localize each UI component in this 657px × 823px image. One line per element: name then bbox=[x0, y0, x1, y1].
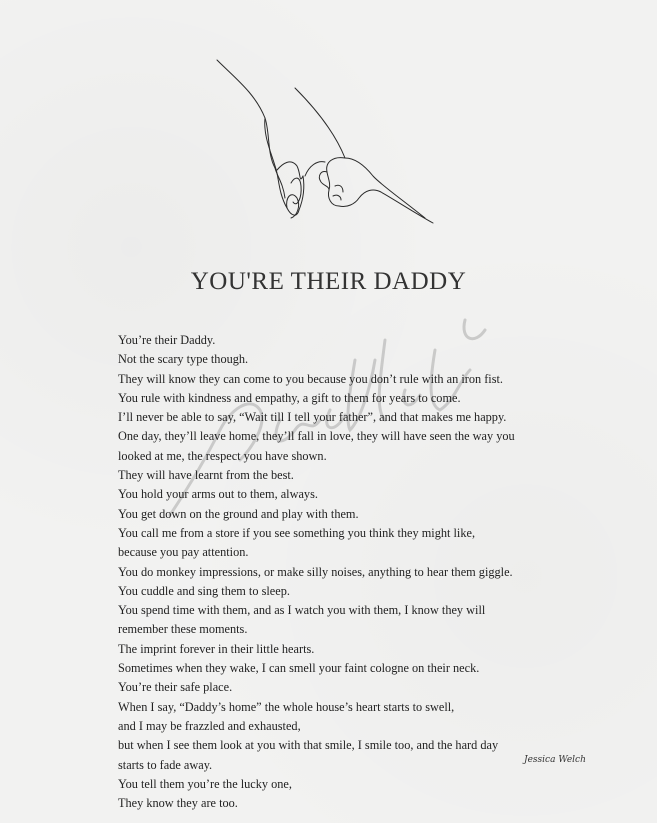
poem-line: One day, they’ll leave home, they’ll fall in love, they will have seen the way you bbox=[118, 429, 515, 444]
poem-line: You spend time with them, and as I watch you with them, I know they will bbox=[118, 603, 486, 618]
poem-line: You’re their safe place. bbox=[118, 680, 233, 695]
poem-line: Not the scary type though. bbox=[118, 352, 249, 367]
poem-line: because you pay attention. bbox=[118, 545, 249, 560]
poem-line: They will have learnt from the best. bbox=[118, 468, 294, 483]
page-title: YOU'RE THEIR DADDY bbox=[190, 268, 467, 295]
poem-line: You hold your arms out to them, always. bbox=[118, 487, 318, 502]
poem-line: starts to fade away. bbox=[118, 757, 213, 772]
author-signature: Jessica Welch bbox=[524, 755, 586, 765]
poem-line: When I say, “Daddy’s home” the whole house’s heart starts to swell, bbox=[118, 699, 455, 714]
poem-line: You call me from a store if you see something you think they might like, bbox=[118, 525, 476, 540]
poem-line: They will know they can come to you because you don’t rule with an iron fist. bbox=[118, 371, 503, 386]
poem-line: but when I see them look at you with that smile, I smile too, and the hard day bbox=[118, 738, 499, 753]
poem-line: They know they are too. bbox=[118, 796, 238, 811]
poem-line: You’re their Daddy. bbox=[118, 333, 216, 347]
poem-line: You cuddle and sing them to sleep. bbox=[118, 583, 290, 598]
poem-line: Sometimes when they wake, I can smell your faint cologne on their neck. bbox=[118, 661, 480, 676]
poem-line: The imprint forever in their little hearts. bbox=[118, 641, 315, 656]
poem-body bbox=[118, 331, 548, 813]
poem-line: You get down on the ground and play with them. bbox=[118, 506, 359, 521]
poem-line: looked at me, the respect you have shown. bbox=[118, 448, 327, 463]
poem-line: You tell them you’re the lucky one, bbox=[118, 776, 292, 791]
hands-line-art-icon bbox=[205, 58, 440, 228]
poem-line: I’ll never be able to say, “Wait till I tell your father”, and that makes me happy. bbox=[118, 410, 507, 425]
poem-line: and I may be frazzled and exhausted, bbox=[118, 718, 301, 733]
poem-line: You do monkey impressions, or make silly noises, anything to hear them giggle. bbox=[118, 564, 513, 579]
poem-line: You rule with kindness and empathy, a gift to them for years to come. bbox=[118, 390, 461, 405]
poem-line: remember these moments. bbox=[118, 622, 248, 637]
